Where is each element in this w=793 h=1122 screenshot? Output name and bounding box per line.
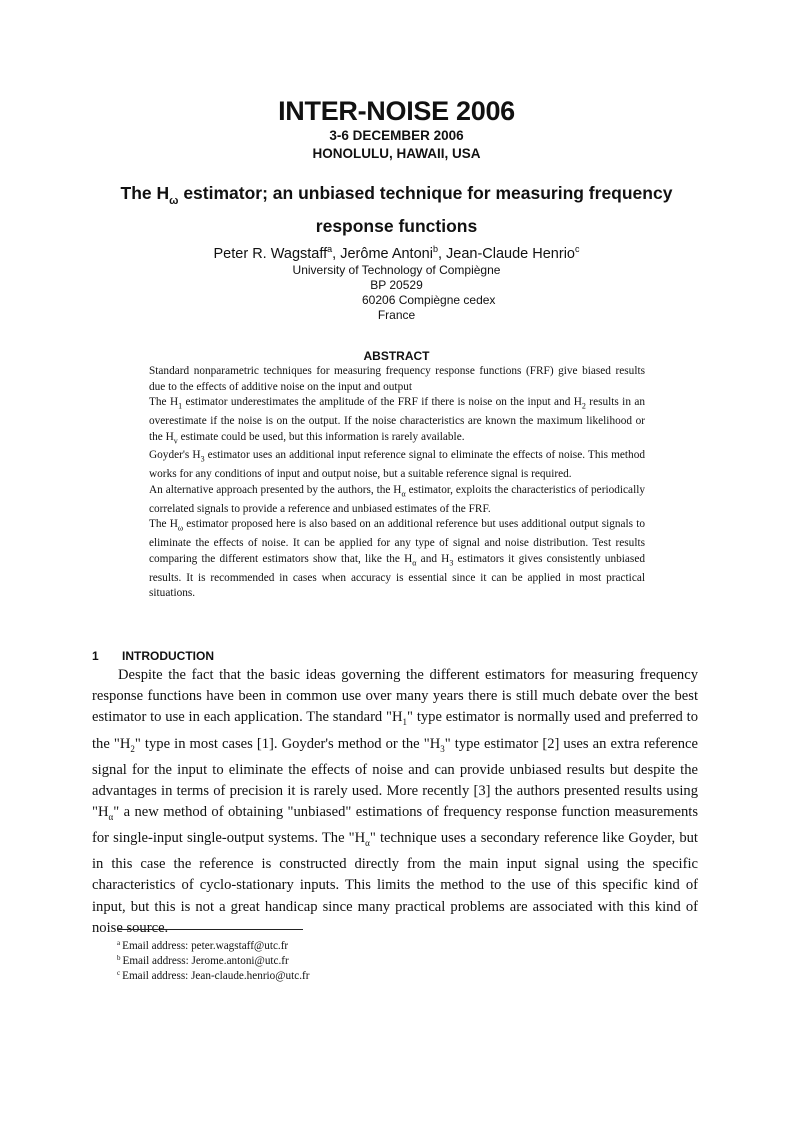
title-subscript: ω [169,195,179,207]
abstract-paragraph [149,483,645,517]
footnote-text: Email address: Jerome.antoni@utc.fr [122,955,289,967]
body-text: Despite the fact that the basic ideas governing the different estimators for measuring frequency response functions have been in common use over many years there is still much debate over the best estimator to use in each application. The standard "H [92,667,698,726]
abstract-paragraph [149,517,645,601]
author-1: Peter R. Wagstaff [213,246,328,262]
abstract-body [149,364,645,602]
math-subscript: 2 [581,401,586,411]
abstract-heading: ABSTRACT [363,349,430,363]
affiliation-line: BP 20529 [370,278,423,292]
abstract-text: estimator uses an additional input reference signal to eliminate the effects of noise. This method works for any conditions of input and output noise, but a suitable reference signal is required. [149,449,645,481]
conference-name: INTER-NOISE 2006 [278,96,515,126]
math-subscript: v [173,435,178,445]
math-subscript: 2 [130,743,135,754]
affiliation-line: 60206 Compiègne cedex [362,293,496,307]
abstract-paragraph [149,395,645,448]
affiliation-line: France [377,308,416,322]
author-2: Jerôme Antoni [340,246,433,262]
author-3-mark: c [574,244,580,254]
math-subscript: 3 [440,743,445,754]
body-paragraph [92,665,698,939]
math-subscript: 3 [449,558,454,568]
abstract-text: estimators it gives consistently unbiased results. It is recommended in cases when accuracy is essential since it can be applied in most practical situations. [149,552,645,600]
abstract-text: results in an overestimate if the noise is on the output. If the noise characteristics are known the maximum likelihood or the H [149,396,646,443]
math-subscript: α [401,489,406,499]
conference-location: HONOLULU, HAWAII, USA [312,146,481,161]
math-subscript: 1 [178,401,183,411]
footnote-mark: c [117,969,121,977]
section-body [92,665,698,939]
footnote-divider [117,929,303,930]
body-text: " type in most cases [1]. Goyder's method or the "H [134,735,441,752]
author-separator: , [332,246,341,262]
body-text: " a new method of obtaining "unbiased" estimations of frequency response function measurements for single-input single-output systems. The "H [92,804,698,847]
author-2-mark: b [432,244,438,254]
abstract-text: The H [149,396,179,409]
abstract-text: estimate could be used, but this information is rarely available. [177,430,465,443]
title-post: estimator; an unbiased technique for measuring frequency response functions [178,183,673,236]
section-heading [92,649,214,663]
math-subscript: 1 [402,717,408,728]
abstract-text: estimator underestimates the amplitude of the FRF if there is noise on the input and H [182,396,582,409]
abstract-text: estimator, exploits the characteristics of periodically correlated signals to provide a reference and unbiased estimates of the FRF. [149,483,645,515]
body-text: " type estimator [2] uses an extra reference signal for the input to eliminate the effects of noise and can provide unbiased results but despite the advantages in terms of precision it is rarely used. More recently [3] the authors presented results using "H [92,735,698,821]
footnote-text: Email address: peter.wagstaff@utc.fr [122,940,289,952]
math-subscript: α [365,838,370,849]
paper-title [100,181,693,239]
title-pre: The H [120,183,170,203]
abstract-text: An alternative approach presented by the authors, the H [149,483,402,496]
author-list [0,244,793,262]
math-subscript: ω [177,523,184,533]
abstract-text: Standard nonparametric techniques for measuring frequency response functions (FRF) give biased results due to the effects of additive noise on the input and output [149,365,645,393]
math-subscript: 3 [200,454,205,464]
abstract-text: estimator proposed here is also based on an additional reference but uses additional output signals to eliminate the effects of noise. It can be applied for any type of signal and noise distribution. Test results comparing the different estimators show that, like the H [149,518,646,565]
author-3: Jean-Claude Henrio [446,246,575,262]
abstract-text: Goyder's H [149,449,201,462]
section-number: 1 [92,649,99,663]
math-subscript: α [412,558,417,568]
body-text: " type estimator is normally used and preferred to the "H [92,709,698,752]
footnote-text: Email address: Jean-claude.henrio@utc.fr [122,970,310,982]
author-separator: , [437,246,447,262]
footnote-mark: b [117,954,121,962]
footnote-mark: a [117,939,121,947]
conference-dates: 3-6 DECEMBER 2006 [329,128,464,143]
affiliation-line: University of Technology of Compiègne [292,263,501,277]
section-title: INTRODUCTION [122,649,214,663]
author-1-mark: a [327,244,333,254]
abstract-text: The H [149,518,178,531]
abstract-paragraph [149,364,645,395]
abstract-text: and H [416,552,450,565]
body-text: " technique uses a secondary reference like Goyder, but in this case the reference is constructed directly from the main input signal using the specific characteristics of cyclo-stationary inputs. This limits the method to the use of this specific kind of input, but this is not a great handicap since many practical problems are associated with this kind of noise source. [92,830,698,936]
math-subscript: α [108,811,114,822]
abstract-paragraph [149,448,645,482]
footnote [117,966,309,983]
